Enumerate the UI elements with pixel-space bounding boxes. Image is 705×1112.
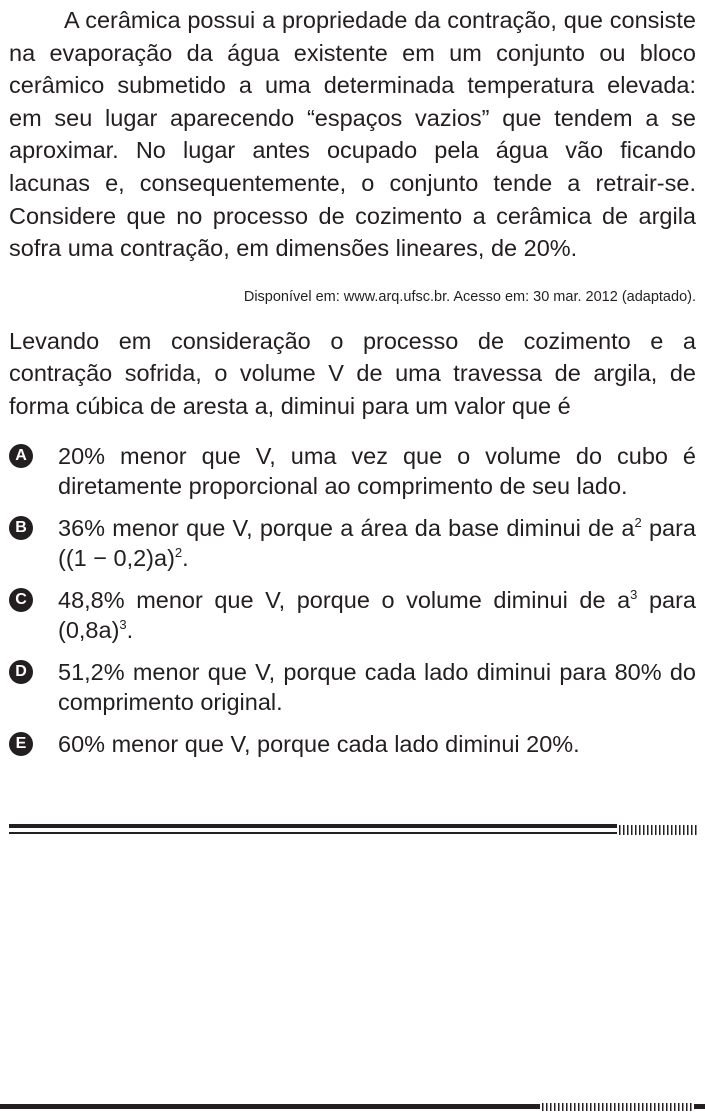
option-d-text: 51,2% menor que V, porque cada lado diminui para 80% do comprimento original.: [58, 658, 696, 715]
footer-rule: [0, 1104, 540, 1109]
option-d-letter-badge: D: [9, 660, 33, 684]
source-citation: Disponível em: www.arq.ufsc.br. Acesso em: 30 mar. 2012 (adaptado).: [243, 288, 696, 305]
option-c-letter-badge: C: [9, 588, 33, 612]
footer-tick-marks: [542, 1103, 694, 1111]
exam-question: [9, 0, 696, 775]
section-divider: [9, 824, 697, 836]
divider-thick-line: [9, 824, 617, 828]
option-c[interactable]: [9, 585, 696, 645]
option-b-letter-badge: B: [9, 516, 33, 540]
option-d[interactable]: [9, 657, 696, 717]
option-c-text: 48,8% menor que V, porque o volume diminui de $a^3$ para $(0,8a)^3$.: [58, 586, 696, 643]
option-a-text: 20% menor que V, uma vez que o volume do cubo é diretamente proporcional ao comprimento de seu lado.: [58, 442, 696, 499]
option-b[interactable]: [9, 513, 696, 573]
intro-paragraph: A cerâmica possui a propriedade da contração, que consiste na evaporação da água existente em um conjunto ou bloco cerâmico submetido a uma determinada temperatura elevada: em seu lugar aparecendo “espaços vazios” que tendem a se aproximar. No lugar antes ocupado pela água vão ficando lacunas e, consequentemente, o conjunto tende a retrair-se. Considere que no processo de cozimento a cerâmica de argila sofra uma contração, em dimensões lineares, de 20%.: [9, 7, 696, 262]
question-stem: Levando em consideração o processo de cozimento e a contração sofrida, o volume V de uma travessa de argila, de forma cúbica de aresta a, diminui para um valor que é: [9, 327, 696, 419]
option-b-text: 36% menor que V, porque a área da base diminui de $a^2$ para $((1 - 0,2)a)^2$.: [58, 514, 696, 571]
divider-thin-line: [9, 832, 617, 834]
option-e-text: 60% menor que V, porque cada lado diminui 20%.: [58, 730, 580, 757]
option-e[interactable]: [9, 729, 696, 759]
divider-tick-marks: [619, 825, 697, 835]
footer-rule-end: [694, 1104, 705, 1109]
option-a[interactable]: [9, 441, 696, 501]
option-a-letter-badge: A: [9, 444, 33, 468]
option-e-letter-badge: E: [9, 732, 33, 756]
answer-options: [9, 441, 696, 759]
